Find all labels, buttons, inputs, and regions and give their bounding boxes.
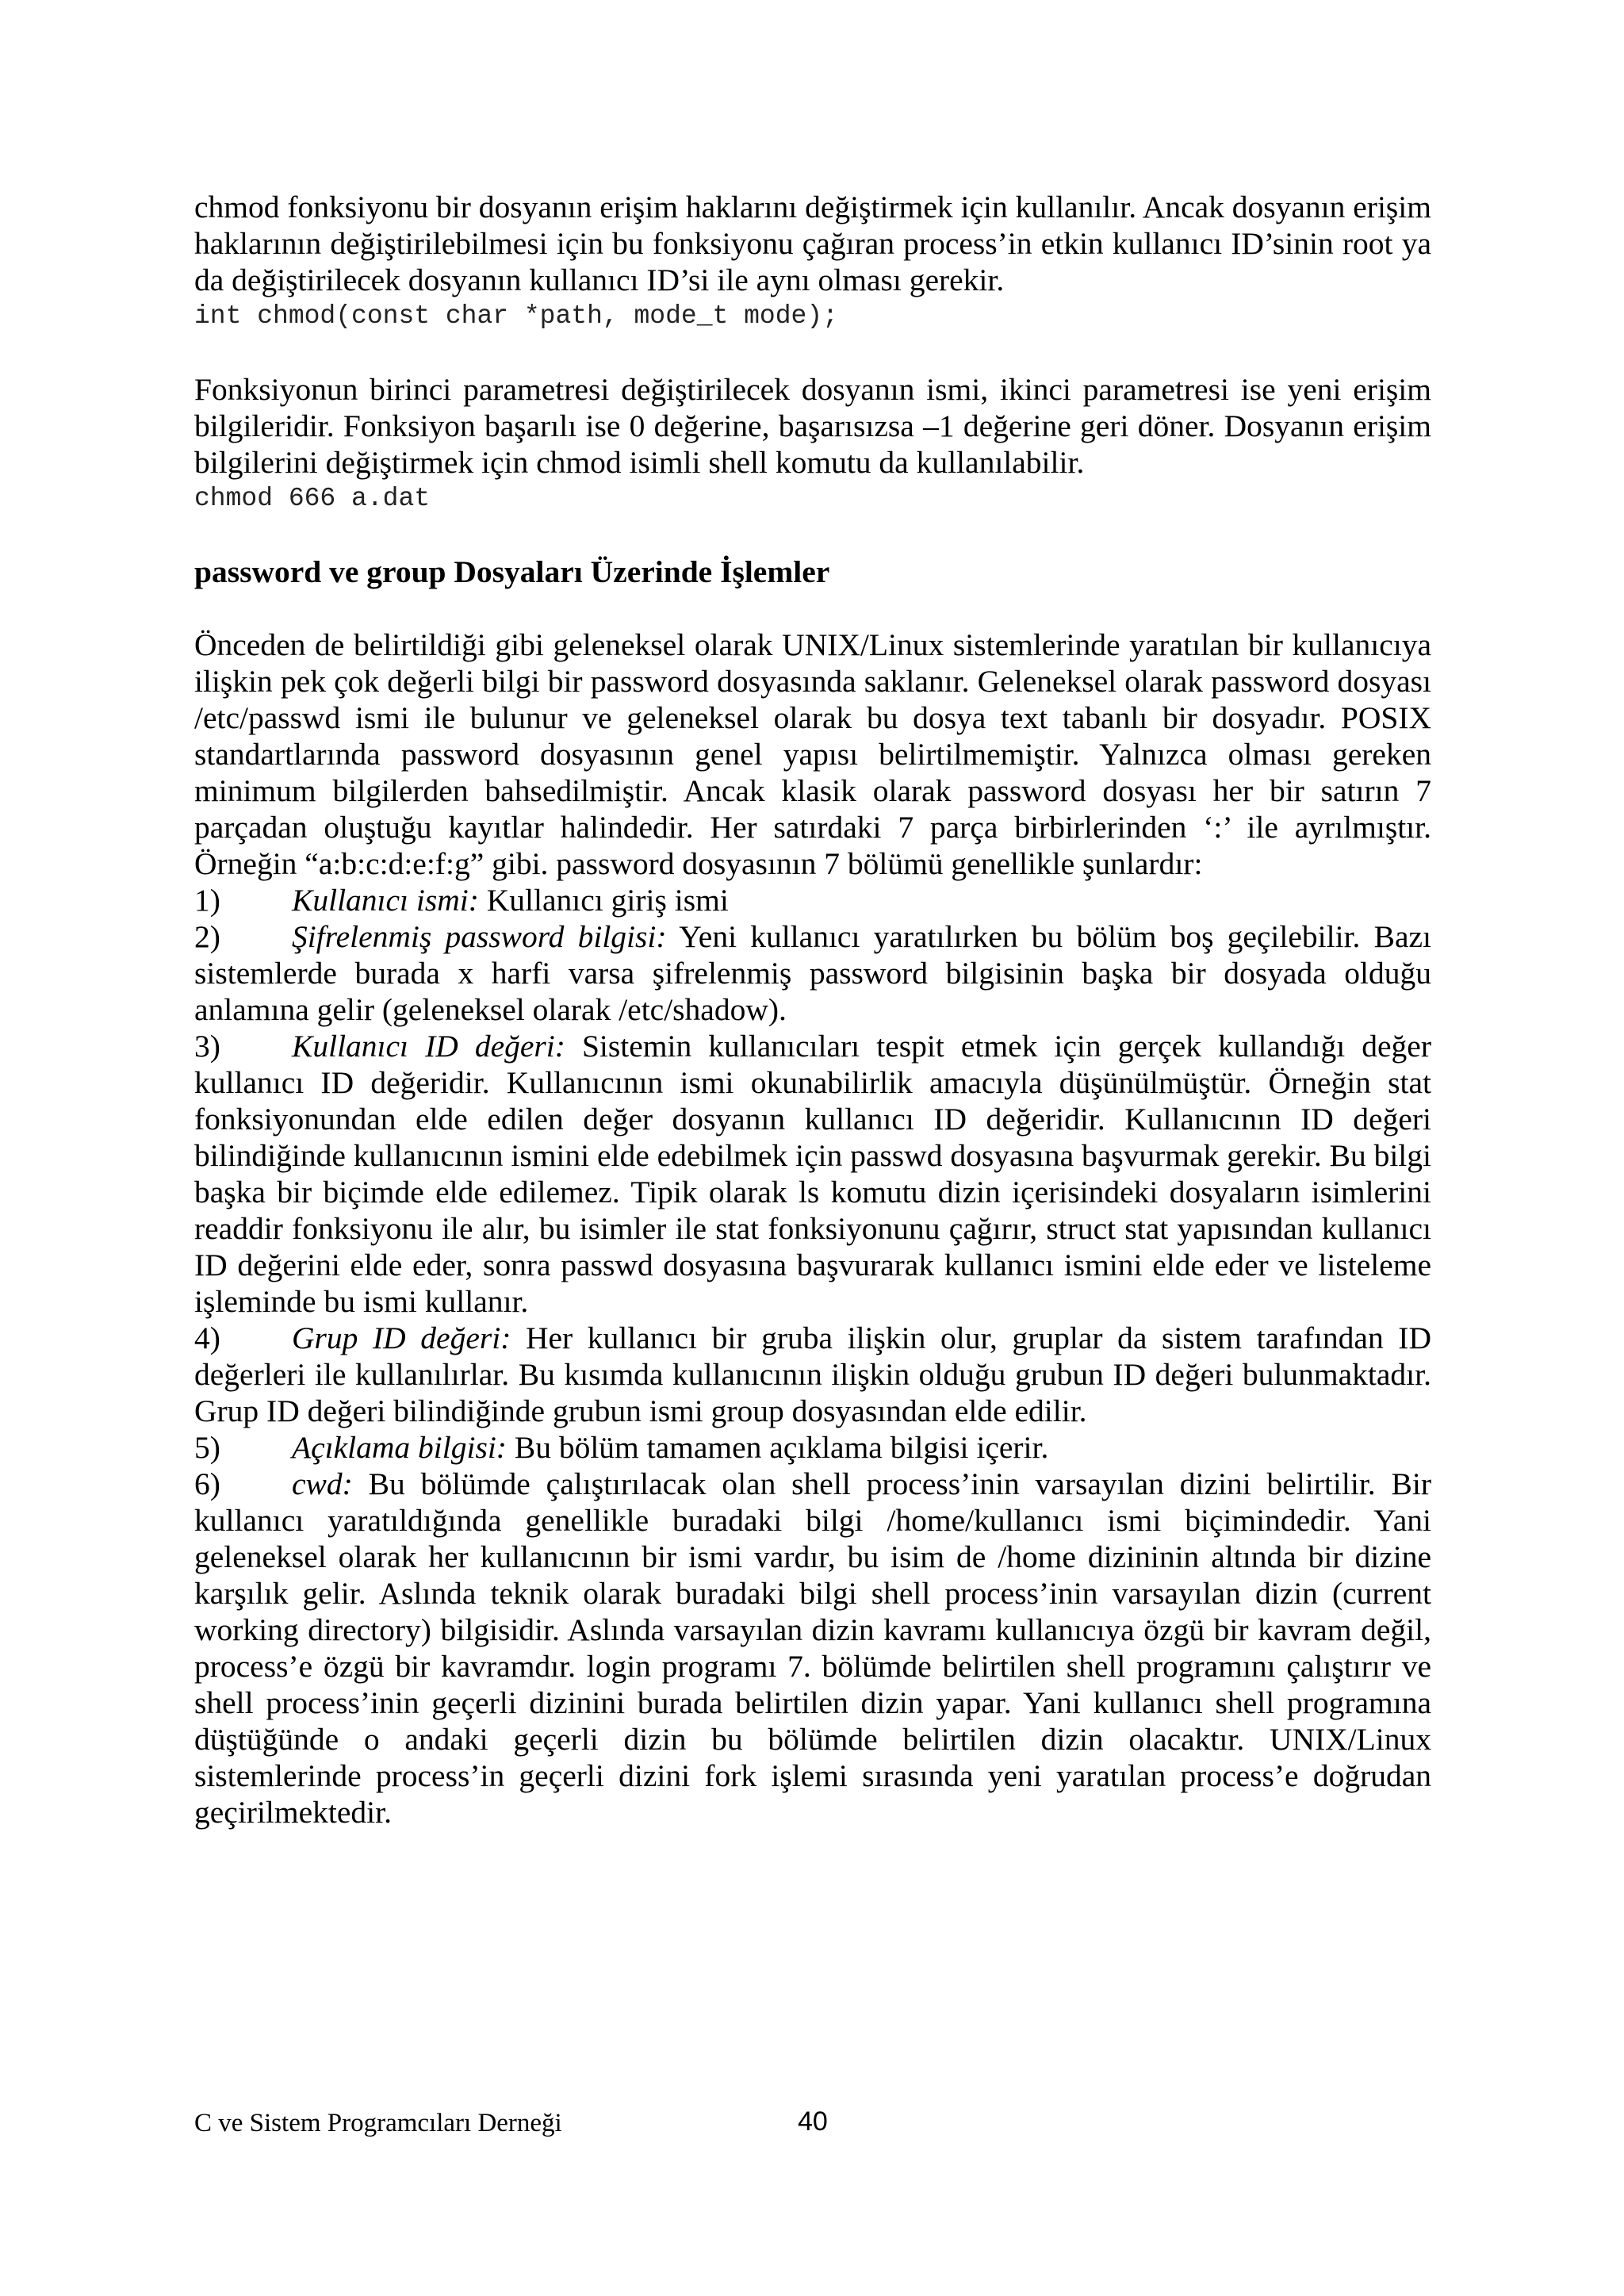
list-item-number: 5) [194,1430,220,1465]
list-item [194,1028,1431,1320]
list-item-number: 6) [194,1466,220,1501]
chmod-shell-example-code: chmod 666 a.dat [194,484,431,513]
list-item-number: 1) [194,883,220,918]
chmod-prototype-code: int chmod(const char *path, mode_t mode); [194,301,838,331]
list-item [194,882,1431,918]
list-item-term: Şifrelenmiş password bilgisi: [292,919,667,954]
list-item-term: Kullanıcı ID değeri: [292,1029,565,1064]
list-item-term: cwd: [292,1466,353,1501]
list-item-number: 4) [194,1320,220,1355]
password-fields-list [194,882,1431,1830]
list-item [194,918,1431,1028]
list-item-text: Sistemin kullanıcıları tespit etmek için gerçek kullandığı değer kullanıcı ID değeridir. Kullanıcının ismi okunabilirlik amacıyla düşünülmüştür. Örneğin stat fonksiyonundan elde edilen değer dosyanın kullanıcı ID değeridir. Kullanıcının ID değeri bilindiğinde kullanıcının ismini elde edebilmek için passwd dosyasına başvurmak gerekir. Bu bilgi başka bir biçimde elde edilemez. Tipik olarak ls komutu dizin içerisindeki dosyaların isimlerini readdir fonksiyonu ile alır, bu isimler ile stat fonksiyonunu çağırır, struct stat yapısından kullanıcı ID değerini elde eder, sonra passwd dosyasına başvurarak kullanıcı ismini elde eder ve listeleme işleminde bu ismi kullanır. [194,1029,1431,1319]
list-item-term: Grup ID değeri: [292,1320,511,1355]
page-content [194,189,1431,1830]
list-item-text: Kullanıcı giriş ismi [478,883,729,918]
list-item-number: 3) [194,1029,220,1064]
list-item-number: 2) [194,919,220,954]
list-item [194,1429,1431,1466]
list-item [194,1320,1431,1429]
list-item-text: Her kullanıcı bir gruba ilişkin olur, gruplar da sistem tarafından ID değerleri ile kullanılırlar. Bu kısımda kullanıcının ilişkin olduğu grubun ID değeri bulunmaktadır. Grup ID değeri bilindiğinde grubun ismi group dosyasından elde edilir. [194,1320,1431,1428]
list-item-text: Bu bölüm tamamen açıklama bilgisi içerir. [506,1430,1049,1465]
list-item-text: Yeni kullanıcı yaratılırken bu bölüm boş geçilebilir. Bazı sistemlerde burada x harfi varsa şifrelenmiş password bilgisinin başka bir dosyada olduğu anlamına gelir (geleneksel olarak /etc/shadow). [194,919,1431,1027]
footer-organization: C ve Sistem Programcıları Derneği [194,2109,562,2137]
password-intro-paragraph: Önceden de belirtildiği gibi geleneksel olarak UNIX/Linux sistemlerinde yaratılan bir kullanıcıya ilişkin pek çok değerli bilgi bir password dosyasında saklanır. Geleneksel olarak password dosyası /etc/passwd ismi ile bulunur ve geleneksel olarak bu dosya text tabanlı bir dosyadır. POSIX standartlarında password dosyasının genel yapısı belirtilmemiştir. Yalnızca olması gereken minimum bilgilerden bahsedilmiştir. Ancak klasik olarak password dosyası her bir satırın 7 parçadan oluştuğu kayıtlar halindedir. Her satırdaki 7 parça birbirlerinden ‘:’ ile ayrılmıştır. Örneğin “a:b:c:d:e:f:g” gibi. password dosyasının 7 bölümü genellikle şunlardır: [194,627,1431,881]
list-item [194,1466,1431,1830]
list-item-term: Kullanıcı ismi: [292,883,479,918]
section-heading: password ve group Dosyaları Üzerinde İşlemler [194,554,830,589]
chmod-intro-paragraph: chmod fonksiyonu bir dosyanın erişim haklarını değiştirmek için kullanılır. Ancak dosyanın erişim haklarının değiştirilebilmesi için bu fonksiyonu çağıran process’in etkin kullanıcı ID’sinin root ya da değiştirilecek dosyanın kullanıcı ID’si ile aynı olması gerekir. [194,190,1431,297]
page-number: 40 [798,2106,828,2137]
list-item-text: Bu bölümde çalıştırılacak olan shell process’inin varsayılan dizini belirtilir. Bir kullanıcı yaratıldığında genellikle buradaki bilgi /home/kullanıcı ismi biçimindedir. Yani geleneksel olarak her kullanıcının bir ismi vardır, bu isim de /home dizininin altında bir dizine karşılık gelir. Aslında teknik olarak buradaki bilgi shell process’inin varsayılan dizin (current working directory) bilgisidir. Aslında varsayılan dizin kavramı kullanıcıya özgü bir kavram değil, process’e özgü bir kavramdır. login programı 7. bölümde belirtilen shell programını çalıştırır ve shell process’inin geçerli dizinini burada belirtilen dizin yapar. Yani kullanıcı shell programına düştüğünde o andaki geçerli dizin bu bölümde belirtilen dizin olacaktır. UNIX/Linux sistemlerinde process’in geçerli dizini fork işlemi sırasında yeni yaratılan process’e doğrudan geçirilmektedir. [194,1466,1431,1830]
chmod-params-paragraph: Fonksiyonun birinci parametresi değiştirilecek dosyanın ismi, ikinci parametresi ise yeni erişim bilgileridir. Fonksiyon başarılı ise 0 değerine, başarısızsa –1 değerine geri döner. Dosyanın erişim bilgilerini değiştirmek için chmod isimli shell komutu da kullanılabilir. [194,372,1431,480]
list-item-term: Açıklama bilgisi: [292,1430,507,1465]
